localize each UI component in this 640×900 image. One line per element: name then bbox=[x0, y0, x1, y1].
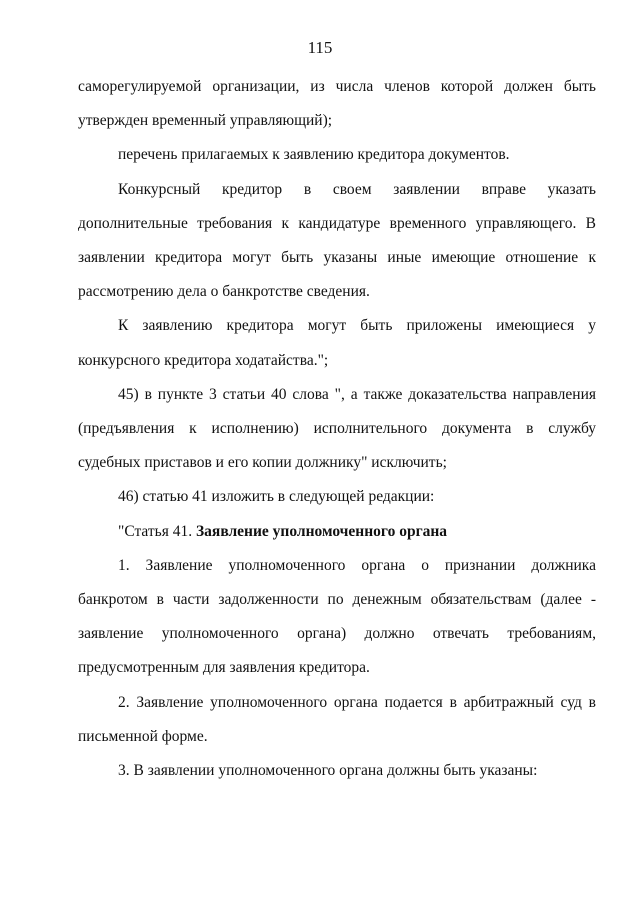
paragraph-item-46: 46) статью 41 изложить в следующей редакции: bbox=[118, 488, 435, 506]
article-clause-3: 3. В заявлении уполномоченного органа должны быть указаны: bbox=[118, 762, 538, 780]
page-number: 115 bbox=[307, 38, 333, 57]
paragraph-petitions: К заявлению кредитора могут быть приложены имеющиеся у конкурсного кредитора ходатайства."; bbox=[78, 317, 596, 369]
paragraph-additional-requirements: Конкурсный кредитор в своем заявлении вправе указать дополнительные требования к кандидатуре временного управляющего. В заявлении кредитора могут быть указаны иные имеющие отношение к рассмотрению дела о банкротстве сведения. bbox=[78, 180, 596, 301]
paragraph-item-45: 45) в пункте 3 статьи 40 слова ", а также доказательства направления (предъявления к исполнению) исполнительного документа в службу судебных приставов и его копии должнику" исключить; bbox=[78, 385, 596, 472]
paragraph-attached-documents: перечень прилагаемых к заявлению кредитора документов. bbox=[118, 146, 510, 164]
document-body bbox=[78, 70, 596, 788]
paragraph-sro-member: саморегулируемой организации, из числа членов которой должен быть утвержден временный управляющий); bbox=[78, 78, 596, 130]
article-clause-2: 2. Заявление уполномоченного органа подается в арбитражный суд в письменной форме. bbox=[78, 693, 596, 745]
article-heading-prefix: "Статья 41. bbox=[118, 522, 196, 540]
article-heading-title: Заявление уполномоченного органа bbox=[196, 522, 448, 540]
article-clause-1: 1. Заявление уполномоченного органа о признании должника банкротом в части задолженности по денежным обязательствам (далее - заявление уполномоченного органа) должно отвечать требованиям, предусмотренным для заявления кредитора. bbox=[78, 556, 596, 677]
article-heading bbox=[78, 515, 596, 549]
